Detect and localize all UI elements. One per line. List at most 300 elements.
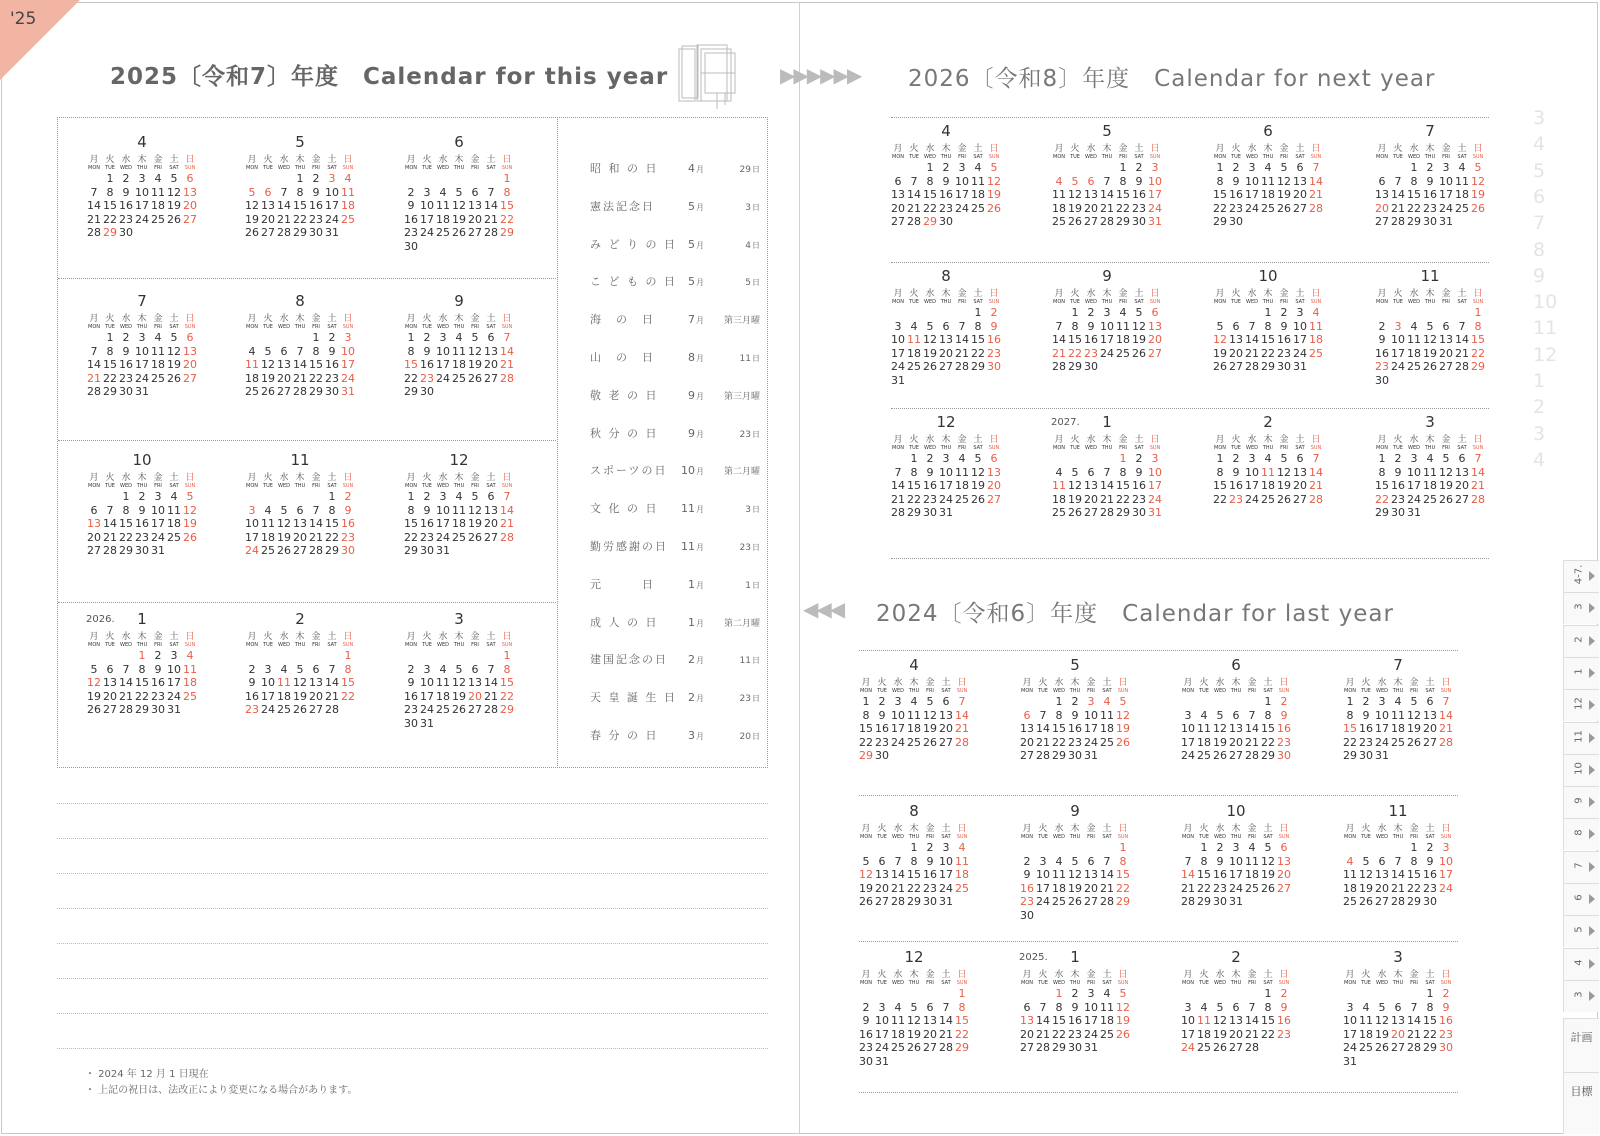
tab-goal[interactable] <box>1563 1072 1599 1134</box>
day-cell: 17 <box>1245 479 1259 492</box>
weekday-header-jp <box>1374 435 1504 445</box>
day-cell: 9 <box>862 1014 870 1027</box>
day-cell: 18 <box>1052 492 1066 506</box>
day-cell: 30 <box>1068 749 1082 762</box>
day-cell: 17 <box>1181 1027 1195 1041</box>
weekday-en: MON <box>405 642 417 648</box>
day-cell: 15 <box>309 358 323 371</box>
day-cell: 16 <box>1213 868 1227 881</box>
month-grid <box>403 451 533 558</box>
holiday-day-value: 11 <box>739 656 751 667</box>
day-cell: 30 <box>1277 360 1291 373</box>
day-cell: 1 <box>910 452 918 465</box>
empty-cell <box>922 306 938 320</box>
month-number: 1 <box>1070 948 1080 966</box>
holiday-day <box>704 389 760 402</box>
month-number: 2 <box>1231 948 1241 966</box>
day-cell: 7 <box>1248 708 1256 722</box>
weekday-en: SUN <box>342 324 354 330</box>
weekday-jp: 木 <box>1263 435 1273 445</box>
month-index-tab[interactable] <box>1563 948 1599 980</box>
day-cell: 8 <box>1426 1000 1434 1014</box>
weekday-jp: 木 <box>1070 824 1080 834</box>
day-cell: 16 <box>341 517 355 530</box>
holiday-month <box>668 200 704 213</box>
weekday-jp: 金 <box>1086 824 1096 834</box>
empty-cell <box>1358 841 1374 855</box>
weekday-jp: 金 <box>311 473 321 483</box>
empty-cell <box>954 306 970 320</box>
weekday-jp: 月 <box>1054 435 1064 445</box>
weekday-jp: 土 <box>1457 435 1467 445</box>
weekday-en: SUN <box>956 688 968 694</box>
weekday-jp: 金 <box>1118 435 1128 445</box>
day-cell: 24 <box>341 371 355 385</box>
weekday-jp: 木 <box>454 314 464 324</box>
ghost-month-number: 5 <box>1533 159 1546 182</box>
day-cell: 17 <box>1439 868 1453 881</box>
day-cell: 20 <box>1455 479 1469 492</box>
day-cell: 10 <box>1375 708 1389 722</box>
weekday-header-en <box>1051 154 1181 161</box>
day-cell: 1 <box>344 649 352 662</box>
day-cell: 26 <box>1068 506 1082 519</box>
day-cell: 6 <box>1296 452 1304 465</box>
month-index-tab[interactable] <box>1563 980 1599 1012</box>
day-cell: 21 <box>277 212 291 226</box>
month-grid <box>1051 122 1181 229</box>
weekday-header-en <box>1374 299 1504 306</box>
day-cell: 11 <box>167 503 181 517</box>
month-index-tab[interactable] <box>1563 786 1599 818</box>
day-cell: 20 <box>261 212 275 226</box>
day-cell: 28 <box>907 215 921 228</box>
day-cell: 2 <box>862 1000 870 1014</box>
day-cell: 21 <box>103 530 117 544</box>
empty-cell <box>1390 841 1406 855</box>
day-grid <box>1019 987 1149 1055</box>
holiday-month <box>668 313 704 326</box>
holiday-name: 秋 分 の 日 <box>590 426 659 440</box>
weekday-en: THU <box>1101 445 1113 451</box>
weekday-jp: 金 <box>311 155 321 165</box>
month-number: 5 <box>1070 656 1080 674</box>
month-grid <box>403 610 533 730</box>
day-cell: 16 <box>119 199 133 212</box>
day-cell: 5 <box>990 161 998 174</box>
weekday-jp: 水 <box>1215 678 1225 688</box>
weekday-en: THU <box>453 165 465 171</box>
day-cell: 8 <box>407 503 415 517</box>
month-header <box>1019 656 1149 678</box>
weekday-jp: 水 <box>121 155 131 165</box>
empty-cell <box>308 490 324 504</box>
weekday-en: MON <box>892 154 904 160</box>
empty-cell <box>1244 306 1260 320</box>
day-cell: 29 <box>135 703 149 716</box>
month-number: 5 <box>1102 122 1112 140</box>
empty-cell <box>1099 452 1115 466</box>
day-cell: 19 <box>468 358 482 371</box>
weekday-en: MON <box>1053 299 1065 305</box>
day-cell: 22 <box>1068 346 1082 360</box>
day-cell: 17 <box>939 868 953 881</box>
day-cell: 18 <box>452 358 466 371</box>
day-cell: 21 <box>500 517 514 530</box>
day-cell: 18 <box>1052 201 1066 215</box>
day-cell: 18 <box>245 371 259 385</box>
day-cell: 8 <box>1200 854 1208 868</box>
day-cell: 2 <box>926 452 934 465</box>
day-cell: 10 <box>1293 319 1307 333</box>
day-cell: 9 <box>344 503 352 517</box>
day-cell: 13 <box>103 676 117 689</box>
day-cell: 31 <box>436 544 450 557</box>
day-cell: 11 <box>436 676 450 689</box>
empty-cell <box>86 172 102 186</box>
weekday-jp: 日 <box>1118 970 1128 980</box>
weekday-en: SAT <box>169 642 179 648</box>
last-year-separator <box>859 1092 1458 1093</box>
day-cell: 15 <box>1116 479 1130 492</box>
day-cell: 25 <box>1052 895 1066 908</box>
weekday-jp: 木 <box>1393 824 1403 834</box>
year-label: 2026. <box>86 614 115 625</box>
weekday-en: SAT <box>1425 834 1435 840</box>
holiday-month-value: 9 <box>688 426 695 440</box>
month-index-tab[interactable] <box>1563 560 1599 592</box>
weekday-jp: 月 <box>893 289 903 299</box>
weekday-header-jp <box>1180 678 1310 688</box>
month-index-tab[interactable] <box>1563 915 1599 947</box>
day-cell: 2 <box>1135 452 1143 465</box>
day-cell: 17 <box>939 479 953 492</box>
day-cell: 20 <box>183 199 197 212</box>
month-index-tab[interactable] <box>1563 818 1599 850</box>
day-cell: 11 <box>1455 174 1469 188</box>
month-number: 3 <box>1425 413 1435 431</box>
tab-label: 12 <box>1573 697 1585 711</box>
month-index-tab[interactable] <box>1563 883 1599 915</box>
day-cell: 15 <box>907 868 921 881</box>
day-cell: 6 <box>1442 319 1450 333</box>
day-cell: 14 <box>1309 174 1323 188</box>
day-cell: 25 <box>452 371 466 385</box>
month-grid <box>1019 802 1149 922</box>
weekday-header-jp <box>1019 824 1149 834</box>
day-cell: 24 <box>1084 735 1098 749</box>
weekday-en: SUN <box>1278 688 1290 694</box>
day-cell: 30 <box>1068 1041 1082 1054</box>
weekday-jp: 水 <box>121 473 131 483</box>
month-grid <box>1180 656 1310 763</box>
day-cell: 23 <box>923 492 937 506</box>
day-cell: 23 <box>1359 735 1373 749</box>
day-cell: 13 <box>1084 479 1098 492</box>
holiday-month-value: 11 <box>681 540 695 553</box>
empty-cell <box>292 331 308 345</box>
day-cell: 10 <box>1148 174 1162 188</box>
holiday-day-value: 4 <box>745 240 751 251</box>
month-grid <box>244 610 374 717</box>
day-cell: 26 <box>1213 749 1227 762</box>
month-number: 3 <box>1393 948 1403 966</box>
day-cell: 18 <box>277 689 291 703</box>
weekday-jp: 月 <box>1215 144 1225 154</box>
day-cell: 5 <box>170 331 178 344</box>
day-grid <box>1374 306 1504 387</box>
day-cell: 13 <box>1020 722 1034 735</box>
holiday-month <box>668 162 704 175</box>
day-cell: 5 <box>455 185 463 199</box>
day-cell: 17 <box>420 212 434 226</box>
weekday-header-en <box>244 642 374 649</box>
month-index-tab[interactable] <box>1563 625 1599 657</box>
day-cell: 15 <box>1407 868 1421 881</box>
day-cell: 17 <box>167 676 181 689</box>
day-cell: 18 <box>1359 1027 1373 1041</box>
day-cell: 12 <box>468 344 482 358</box>
weekday-en: SAT <box>1102 688 1112 694</box>
day-cell: 23 <box>1391 492 1405 506</box>
day-cell: 8 <box>974 319 982 333</box>
weekday-jp: 火 <box>263 632 273 642</box>
month-index-tab[interactable] <box>1563 689 1599 721</box>
day-cell: 15 <box>500 676 514 689</box>
day-cell: 27 <box>1375 215 1389 228</box>
day-cell: 25 <box>907 735 921 749</box>
day-cell: 30 <box>1084 360 1098 373</box>
day-cell: 7 <box>503 490 511 503</box>
day-cell: 4 <box>455 490 463 503</box>
ghost-month-number: 3 <box>1533 107 1546 129</box>
weekday-header-en <box>1019 688 1149 695</box>
day-cell: 3 <box>170 649 178 662</box>
weekday-en: WED <box>120 165 132 171</box>
day-cell: 1 <box>1216 161 1224 174</box>
month-unit: 月 <box>696 732 704 741</box>
weekday-en: FRI <box>154 165 162 171</box>
day-cell: 13 <box>1229 1014 1243 1027</box>
day-cell: 11 <box>436 199 450 212</box>
day-cell: 1 <box>1346 695 1354 708</box>
day-cell: 30 <box>309 226 323 239</box>
day-cell: 12 <box>167 185 181 199</box>
empty-cell <box>1035 841 1051 855</box>
weekday-en: SUN <box>184 642 196 648</box>
day-cell: 28 <box>325 703 339 716</box>
month-grid <box>244 133 374 240</box>
weekday-en: THU <box>294 483 306 489</box>
tab-plan[interactable] <box>1563 1018 1599 1072</box>
day-cell: 19 <box>167 199 181 212</box>
day-cell: 19 <box>277 530 291 544</box>
day-cell: 20 <box>468 689 482 703</box>
day-cell: 6 <box>1087 465 1095 479</box>
day-cell: 25 <box>1100 735 1114 749</box>
day-cell: 5 <box>1426 319 1434 333</box>
weekday-jp: 月 <box>247 473 257 483</box>
day-cell: 21 <box>1455 346 1469 360</box>
weekday-jp: 金 <box>1441 144 1451 154</box>
day-cell: 3 <box>248 503 256 517</box>
weekday-jp: 火 <box>1231 144 1241 154</box>
day-grid <box>244 331 374 399</box>
weekday-en: THU <box>1230 688 1242 694</box>
weekday-en: SUN <box>501 165 513 171</box>
day-unit: 日 <box>752 694 760 704</box>
weekday-en: TUE <box>105 324 115 330</box>
weekday-en: SAT <box>169 324 179 330</box>
day-cell: 4 <box>1200 708 1208 722</box>
day-cell: 17 <box>875 1027 889 1041</box>
day-cell: 4 <box>1312 306 1320 319</box>
month-grid <box>1342 802 1472 909</box>
holiday-row <box>590 462 760 478</box>
day-cell: 29 <box>1471 360 1485 373</box>
weekday-jp: 火 <box>1070 144 1080 154</box>
weekday-en: WED <box>1053 980 1065 986</box>
weekday-header-jp <box>1051 289 1181 299</box>
day-cell: 19 <box>987 188 1001 201</box>
weekday-jp: 土 <box>1425 824 1435 834</box>
day-cell: 16 <box>420 517 434 530</box>
empty-cell <box>1212 306 1228 320</box>
holiday-name: 建国記念の日 <box>590 653 668 667</box>
day-cell: 7 <box>1394 854 1402 868</box>
weekday-jp: 月 <box>861 970 871 980</box>
day-cell: 17 <box>151 517 165 530</box>
day-cell: 4 <box>1055 854 1063 868</box>
weekday-jp: 日 <box>185 473 195 483</box>
day-cell: 16 <box>875 722 889 735</box>
day-cell: 12 <box>293 676 307 689</box>
day-cell: 23 <box>1423 201 1437 215</box>
day-cell: 14 <box>891 479 905 492</box>
day-cell: 31 <box>1343 1054 1357 1068</box>
month-index-tab[interactable] <box>1563 754 1599 786</box>
weekday-jp: 金 <box>470 473 480 483</box>
day-cell: 11 <box>245 358 259 371</box>
weekday-en: WED <box>1053 688 1065 694</box>
day-cell: 12 <box>1277 174 1291 188</box>
day-cell: 15 <box>1407 188 1421 201</box>
day-cell: 14 <box>500 503 514 517</box>
weekday-jp: 木 <box>295 155 305 165</box>
day-cell: 15 <box>325 517 339 530</box>
day-cell: 23 <box>245 703 259 716</box>
day-grid <box>1374 161 1504 229</box>
month-index-tab[interactable] <box>1563 722 1599 754</box>
day-cell: 15 <box>341 676 355 689</box>
month-index-tab[interactable] <box>1563 851 1599 883</box>
weekday-en: MON <box>1344 834 1356 840</box>
day-cell: 24 <box>1439 201 1453 215</box>
day-cell: 11 <box>907 333 921 346</box>
weekday-en: THU <box>136 483 148 489</box>
weekday-jp: 土 <box>941 970 951 980</box>
weekday-jp: 日 <box>1118 678 1128 688</box>
day-cell: 24 <box>891 360 905 373</box>
day-cell: 28 <box>87 226 101 239</box>
day-grid <box>1212 161 1342 229</box>
weekday-jp: 木 <box>1425 144 1435 154</box>
weekday-en: TUE <box>1231 154 1241 160</box>
weekday-jp: 水 <box>1377 824 1387 834</box>
day-cell: 27 <box>309 703 323 716</box>
day-cell: 14 <box>891 868 905 881</box>
day-cell: 16 <box>939 188 953 201</box>
empty-cell <box>1051 161 1067 175</box>
day-cell: 27 <box>1084 506 1098 519</box>
day-cell: 27 <box>103 703 117 716</box>
empty-cell <box>276 172 292 186</box>
weekday-jp: 土 <box>941 824 951 834</box>
weekday-jp: 水 <box>1086 435 1096 445</box>
day-cell: 17 <box>1036 881 1050 895</box>
day-cell: 21 <box>119 689 133 703</box>
holiday-name: 海 の 日 <box>590 313 655 327</box>
day-cell: 6 <box>878 854 886 868</box>
weekday-header-en <box>403 483 533 490</box>
day-grid <box>1051 452 1181 520</box>
day-cell: 14 <box>309 517 323 530</box>
note-disclaimer: ・ 上記の祝日は、法改正により変更になる場合があります。 <box>85 1085 358 1096</box>
day-cell: 12 <box>452 676 466 689</box>
weekday-en: TUE <box>1070 445 1080 451</box>
holiday-month <box>668 540 704 553</box>
weekday-en: SAT <box>486 165 496 171</box>
weekday-jp: 土 <box>973 144 983 154</box>
day-cell: 9 <box>1378 333 1386 346</box>
day-cell: 18 <box>891 1027 905 1041</box>
day-cell: 1 <box>1055 695 1063 708</box>
day-cell: 13 <box>1439 333 1453 346</box>
weekday-en: THU <box>1392 980 1404 986</box>
day-cell: 1 <box>1264 987 1272 1000</box>
weekday-header-en <box>403 642 533 649</box>
weekday-en: SUN <box>1149 299 1161 305</box>
day-cell: 11 <box>1100 1000 1114 1014</box>
holiday-row <box>590 311 760 327</box>
month-index-tab[interactable] <box>1563 657 1599 689</box>
holiday-month <box>668 389 704 402</box>
day-cell: 21 <box>1036 1027 1050 1041</box>
month-index-tab[interactable] <box>1563 592 1599 624</box>
holiday-month-value: 11 <box>681 502 695 516</box>
day-cell: 20 <box>1293 479 1307 492</box>
day-cell: 6 <box>1280 841 1288 854</box>
weekday-jp: 金 <box>153 314 163 324</box>
day-cell: 27 <box>277 385 291 398</box>
weekday-en: MON <box>1214 445 1226 451</box>
day-cell: 29 <box>293 226 307 239</box>
day-cell: 29 <box>1197 895 1211 908</box>
day-cell: 27 <box>484 371 498 385</box>
day-cell: 21 <box>1100 881 1114 895</box>
weekday-header-en <box>858 688 988 695</box>
day-cell: 3 <box>958 161 966 174</box>
day-cell: 4 <box>170 490 178 503</box>
month-header <box>1180 948 1310 970</box>
day-cell: 14 <box>1181 868 1195 881</box>
weekday-en: SAT <box>327 324 337 330</box>
day-cell: 10 <box>1100 319 1114 333</box>
weekday-en: FRI <box>1410 980 1418 986</box>
month-unit: 月 <box>696 580 704 590</box>
day-cell: 7 <box>1410 1000 1418 1014</box>
day-cell: 30 <box>420 544 434 557</box>
